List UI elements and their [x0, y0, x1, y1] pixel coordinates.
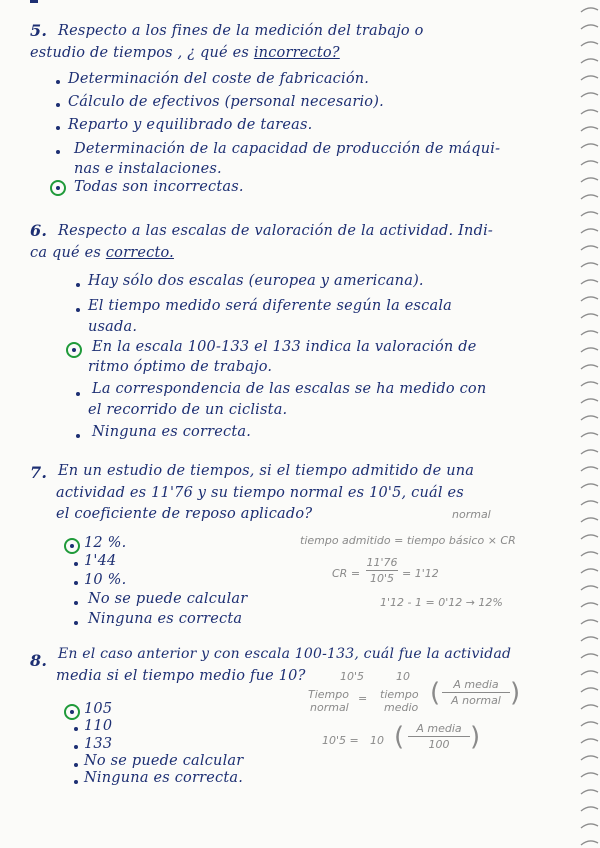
q8-note-a-media: A media	[453, 678, 499, 691]
q8-option-2: 110	[84, 718, 113, 734]
q8-note-10: 10	[396, 670, 410, 683]
bullet	[56, 126, 60, 130]
q8-option-4: No se puede calcular	[84, 753, 244, 769]
spiral-loop	[581, 246, 598, 250]
q6-option-5: Ninguna es correcta.	[92, 424, 252, 440]
q8-note-tiempo-normal-bottom: normal	[310, 701, 349, 714]
q5-text-line2-start: estudio de tiempos , ¿ qué es	[30, 45, 254, 61]
correct-answer-circle	[66, 342, 82, 358]
spiral-loop	[581, 807, 598, 811]
q7-note-result: 1'12 - 1 = 0'12 → 12%	[380, 596, 503, 609]
q8-note-tiempo-medio-top: tiempo	[380, 688, 419, 701]
bullet	[74, 763, 78, 767]
spiral-loop	[581, 654, 598, 658]
spiral-loop	[581, 127, 598, 131]
spiral-loop	[581, 467, 598, 471]
spiral-loop	[581, 178, 598, 182]
spiral-loop	[581, 348, 598, 352]
spiral-loop	[581, 552, 598, 556]
q5-text-line2	[30, 44, 340, 62]
spiral-loop	[581, 790, 598, 794]
spiral-loop	[581, 382, 598, 386]
q8-text-line1: En el caso anterior y con escala 100-133, cuál fue la actividad	[58, 646, 512, 662]
correct-answer-circle	[50, 180, 66, 196]
q7-note-cr-fraction	[366, 556, 398, 585]
right-paren: )	[470, 722, 481, 752]
spiral-loop	[581, 93, 598, 97]
spiral-loop	[581, 722, 598, 726]
spiral-binding	[578, 0, 600, 848]
bullet	[56, 80, 60, 84]
spiral-loop	[581, 365, 598, 369]
spiral-loop	[581, 144, 598, 148]
bullet	[76, 308, 80, 312]
q7-text-line2: actividad es 11'76 y su tiempo normal es 10'5, cuál es	[56, 485, 464, 501]
spiral-loop	[581, 76, 598, 80]
q8-note-lhs2: 10'5 =	[322, 734, 359, 747]
q6-text-line1: Respecto a las escalas de valoración de la actividad. Indi-	[58, 223, 494, 239]
q7-option-1: 12 %.	[84, 535, 127, 551]
q8-note-tiempo-normal-top: Tiempo	[308, 688, 349, 701]
spiral-loop	[581, 59, 598, 63]
q7-text-line1: En un estudio de tiempos, si el tiempo admitido de una	[58, 463, 475, 479]
q7-number: 7.	[30, 463, 48, 482]
bullet	[74, 581, 78, 585]
q8-option-3: 133	[84, 736, 113, 752]
q8-number: 8.	[30, 651, 48, 670]
spiral-loop	[581, 671, 598, 675]
q7-note-cr-numerator: 11'76	[366, 556, 398, 569]
q7-note-cr-lhs: CR =	[332, 567, 361, 580]
bullet	[76, 434, 80, 438]
spiral-loop	[581, 331, 598, 335]
q7-option-3: 10 %.	[84, 572, 127, 588]
spiral-loop	[581, 688, 598, 692]
q6-option-1: Hay sólo dos escalas (europea y americana).	[88, 273, 424, 289]
q6-option-3-line2: ritmo óptimo de trabajo.	[88, 359, 273, 375]
q7-text-line3: el coeficiente de reposo aplicado?	[56, 506, 313, 522]
fraction-bar	[366, 570, 398, 571]
spiral-loop	[581, 25, 598, 29]
bullet	[74, 621, 78, 625]
spiral-loop	[581, 42, 598, 46]
q6-option-2-line1: El tiempo medido será diferente según la escala	[88, 298, 453, 314]
q8-note-tiempo-medio-bottom: medio	[384, 701, 419, 714]
q6-option-4-line2: el recorrido de un ciclista.	[88, 402, 288, 418]
q6-text-line2-start: ca qué es	[30, 245, 106, 261]
q8-note-activity-fraction	[442, 678, 510, 707]
left-paren: (	[430, 678, 441, 708]
bullet	[74, 727, 78, 731]
q6-option-3-line1: En la escala 100-133 el 133 indica la valoración de	[92, 339, 477, 355]
spiral-loop	[581, 773, 598, 777]
spiral-loop	[581, 161, 598, 165]
q8-note-a-media-2: A media	[416, 722, 462, 735]
q6-number: 6.	[30, 221, 48, 240]
q6-underlined-word: correcto.	[105, 245, 174, 261]
spiral-loop	[581, 8, 598, 12]
q7-option-4: No se puede calcular	[88, 591, 248, 607]
spiral-loop	[581, 229, 598, 233]
q8-text-line2: media si el tiempo medio fue 10?	[56, 668, 306, 684]
q7-note-formula: tiempo admitido = tiempo básico × CR	[300, 534, 516, 547]
q7-note-normal: normal	[452, 508, 491, 521]
q5-option-2: Cálculo de efectivos (personal necesario).	[68, 94, 384, 110]
q8-note-100: 100	[428, 738, 450, 751]
q6-text-line2	[30, 244, 174, 262]
top-ink-mark	[30, 0, 38, 3]
bullet	[74, 562, 78, 566]
spiral-loop	[581, 739, 598, 743]
q6-option-2-line2: usada.	[88, 319, 138, 335]
spiral-loop	[581, 263, 598, 267]
spiral-loop	[581, 518, 598, 522]
spiral-loop	[581, 620, 598, 624]
spiral-loop	[581, 212, 598, 216]
spiral-loop	[581, 586, 598, 590]
spiral-loop	[581, 484, 598, 488]
spiral-loop	[581, 501, 598, 505]
q5-option-5: Todas son incorrectas.	[74, 179, 244, 195]
bullet	[56, 150, 60, 154]
q5-underlined-word: incorrecto?	[253, 45, 340, 61]
bullet	[76, 392, 80, 396]
q7-option-5: Ninguna es correcta	[88, 611, 243, 627]
spiral-loop	[581, 280, 598, 284]
spiral-loop	[581, 110, 598, 114]
q7-option-2: 1'44	[84, 553, 117, 569]
spiral-loop	[581, 450, 598, 454]
q5-option-3: Reparto y equilibrado de tareas.	[68, 117, 313, 133]
spiral-loop	[581, 195, 598, 199]
bullet	[56, 103, 60, 107]
spiral-loop	[581, 603, 598, 607]
spiral-loop	[581, 824, 598, 828]
q8-note-equals: =	[358, 692, 368, 705]
spiral-loop	[581, 756, 598, 760]
q5-option-1: Determinación del coste de fabricación.	[68, 71, 370, 87]
q7-note-cr-denominator: 10'5	[369, 572, 395, 585]
q6-option-4-line1: La correspondencia de las escalas se ha medido con	[92, 381, 487, 397]
q5-option-4-line2: nas e instalaciones.	[74, 161, 222, 177]
spiral-loop	[581, 535, 598, 539]
spiral-loop	[581, 297, 598, 301]
q7-note-cr-rhs: = 1'12	[402, 567, 439, 580]
bullet	[74, 601, 78, 605]
q8-note-105: 10'5	[340, 670, 365, 683]
q8-option-5: Ninguna es correcta.	[84, 770, 244, 786]
q5-text-line1: Respecto a los fines de la medición del trabajo o	[58, 23, 424, 39]
spiral-loop	[581, 433, 598, 437]
spiral-loop	[581, 399, 598, 403]
correct-answer-circle	[64, 538, 80, 554]
spiral-loop	[581, 705, 598, 709]
spiral-loop	[581, 314, 598, 318]
spiral-loop	[581, 569, 598, 573]
right-paren: )	[510, 678, 521, 708]
bullet	[76, 283, 80, 287]
q5-option-4-line1: Determinación de la capacidad de producción de máqui-	[74, 141, 501, 157]
spiral-loop	[581, 416, 598, 420]
fraction-bar	[442, 692, 510, 693]
fraction-bar	[408, 736, 470, 737]
bullet	[74, 745, 78, 749]
q8-note-activity-fraction-2	[408, 722, 470, 751]
q8-option-1: 105	[84, 701, 113, 717]
spiral-loop	[581, 841, 598, 845]
q5-number: 5.	[30, 21, 48, 40]
q8-note-a-normal: A normal	[451, 694, 501, 707]
spiral-loop	[581, 637, 598, 641]
q8-note-10-b: 10	[370, 734, 384, 747]
bullet	[74, 780, 78, 784]
left-paren: (	[394, 722, 405, 752]
correct-answer-circle	[64, 704, 80, 720]
